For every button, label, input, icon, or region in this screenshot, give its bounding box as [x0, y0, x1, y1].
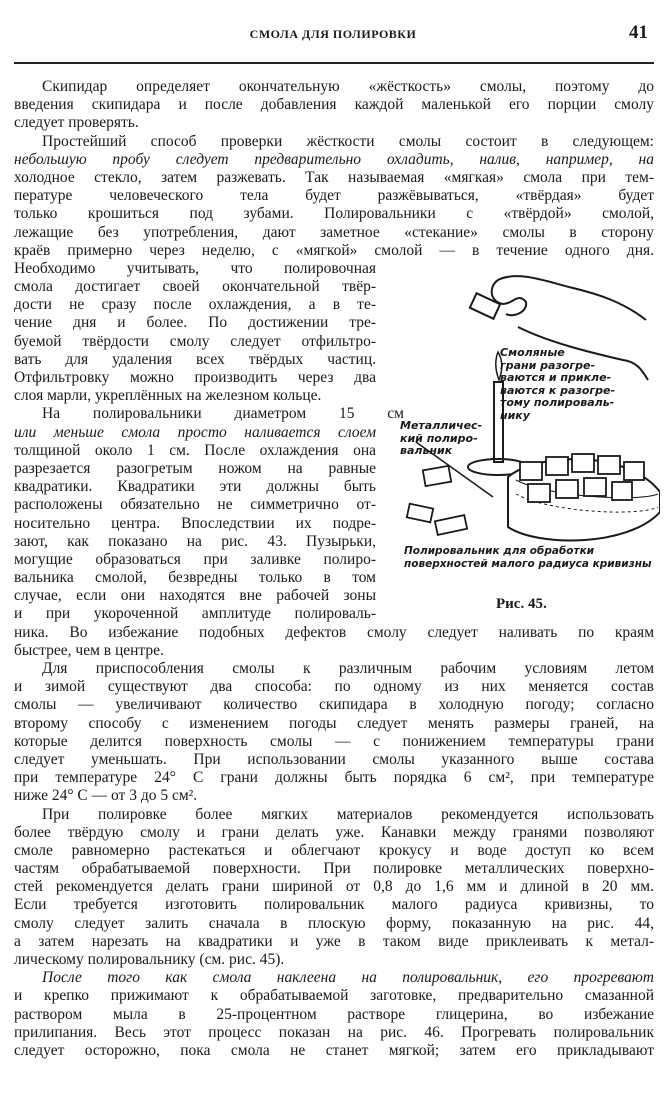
text-line: Необходимо учитывать, что полировочная [14, 259, 376, 277]
page-number: 41 [629, 22, 648, 43]
text-line: Скипидар определяет окончательную «жёсткость» смолы, поэтому до [42, 78, 654, 95]
text-line: а затем нарезать на квадратики и уже в таком виде приклеивать к метал- [14, 932, 654, 950]
text-line: могущие образоваться при заливке полиро- [14, 550, 376, 568]
text-line: следует проверять. [14, 114, 139, 132]
text-line: или меньше смола просто наливается слоем [14, 423, 376, 441]
text-line: частям обрабатываемой поверхности. При полировке металлических поверхно- [14, 860, 654, 878]
text-line: быстрее, чем в центре. [14, 641, 164, 659]
text-line: лежащие без употребления, дают заметное «стекание» смолы в сторону [14, 223, 654, 241]
text-line: второму способу с изменением погоды следует менять размеры граней, на [14, 714, 654, 732]
text-line: Для приспособления смолы к различным рабочим условиям летом [42, 660, 654, 677]
header-rule [14, 62, 654, 64]
text-line: буемой твёрдости смолу следует отфильтро- [14, 332, 376, 350]
hand-drawing [492, 276, 646, 320]
text-line: При полировке более мягких материалов рекомендуется использовать [42, 805, 654, 823]
text-line: смолу следует залить сначала в плоскую форму, показанную на рис. 44, [14, 914, 654, 932]
text-line: вальника смолой, безвредны только в том [14, 569, 376, 587]
text-line: На полировальники диаметром 15 см [42, 405, 404, 423]
figure-number: Рис. 45. [496, 596, 547, 612]
text-line: ника. Во избежание подобных дефектов смолу следует наливать по краям [14, 623, 654, 641]
text-line: смолы — увеличивают количество скипидара в холодную погоду; согласно [14, 696, 654, 714]
text-line: зают, как показано на рис. 43. Пузырьки, [14, 532, 376, 550]
text-line: разрезается разогретым ножом на равные [14, 459, 376, 477]
text-line: стей рекомендуется делать грани шириной от 0,8 до 1,6 мм и длиной в 20 мм. [14, 878, 654, 896]
text-line: лическому полировальнику (см. рис. 45). [14, 951, 285, 968]
text-line: квадратики. Квадратики эти должны быть [14, 478, 376, 496]
text-line: небольшую пробу следует предварительно охладить, налив, например, на [14, 150, 654, 168]
text-line: смола достигает своей окончательной твёр- [14, 278, 376, 296]
text-line: и крепко прижимают к обрабатываемой заготовке, предварительно смазанной [14, 987, 654, 1005]
text-line: смоле равномерно растекаться и облегчают крокусу и воде доступ ко всем [14, 841, 654, 859]
text-line: краёв примерно через неделю, с «мягкой» смолой — в течение одного дня. [14, 241, 654, 259]
text-line: прилипания. Весь этот процесс показан на рис. 46. Прогревать полировальник [14, 1023, 654, 1041]
running-title: СМОЛА ДЛЯ ПОЛИРОВКИ [249, 27, 417, 41]
text-line: чение дня и более. По достижении тре- [14, 314, 376, 332]
text-line: ниже 24° С — от 3 до 5 см². [14, 787, 198, 805]
text-line: После того как смола наклеена на полировальник, его прогревают [42, 969, 654, 987]
text-line: следует уменьшать. При использовании смолы указанного выше состава [14, 750, 654, 768]
text-line: введения скипидара и после добавления каждой маленькой его порции смолу [14, 96, 654, 114]
text-line: холодное стекло, затем разжевать. Так называемая «мягкая» смола при тем- [14, 168, 654, 186]
text-line: раствором мыла в 25-процентном растворе глицерина, во избежание [14, 1005, 654, 1023]
text-line: следует осторожно, пока смола не станет мягкой; затем его прикладывают [14, 1041, 654, 1059]
text-line: толщиной около 1 см. После охлаждения она [14, 441, 376, 459]
text-line: расположены обязательно не симметрично от- [14, 496, 376, 514]
text-line: носительно центра. Впоследствии их подре- [14, 514, 376, 532]
text-line: Простейший способ проверки жёсткости смолы состоит в следующем: [42, 132, 654, 150]
text-line: которые делится поверхность смолы — с понижением температуры грани [14, 732, 654, 750]
text-line: только крошиться под зубами. Полировальники с «твёрдой» смолой, [14, 205, 654, 223]
text-line: пературе человеческого тела будет разжёвываться, «твёрдая» будет [14, 187, 654, 205]
figure-caption: Полировальник для обработки поверхностей малого радиуса кривизны [404, 545, 652, 570]
facets-label: Смоляные грани разогре- ваются и прикле- ваются к разогре- тому полироваль- нику [500, 346, 616, 422]
text-line: дости не сразу после охлаждения, а в те- [14, 296, 376, 314]
text-line: Отфильтровку можно производить через два [14, 369, 376, 386]
text-line: более твёрдую смолу и грани делать уже. Канавки между гранями позволяют [14, 823, 654, 841]
text-line: вать для удаления всех твёрдых частиц. [14, 350, 376, 368]
text-line: и зимой существуют два способа: по одному из них меняется состав [14, 678, 654, 696]
text-line: случае, если они находятся вне рабочей зоны [14, 587, 376, 605]
text-line: Если требуется изготовить полировальник малого радиуса кривизны, то [14, 896, 654, 914]
figure-45 [398, 262, 660, 622]
text-line: при температуре 24° С грани должны быть порядка 6 см², при температуре [14, 769, 654, 787]
text-line: слоя марли, укреплённых на железном кольце. [14, 387, 322, 405]
metal-polisher-label: Металличес- кий полиро- вальник [400, 419, 483, 457]
text-line: и при укороченной амплитуде полироваль- [14, 605, 376, 623]
